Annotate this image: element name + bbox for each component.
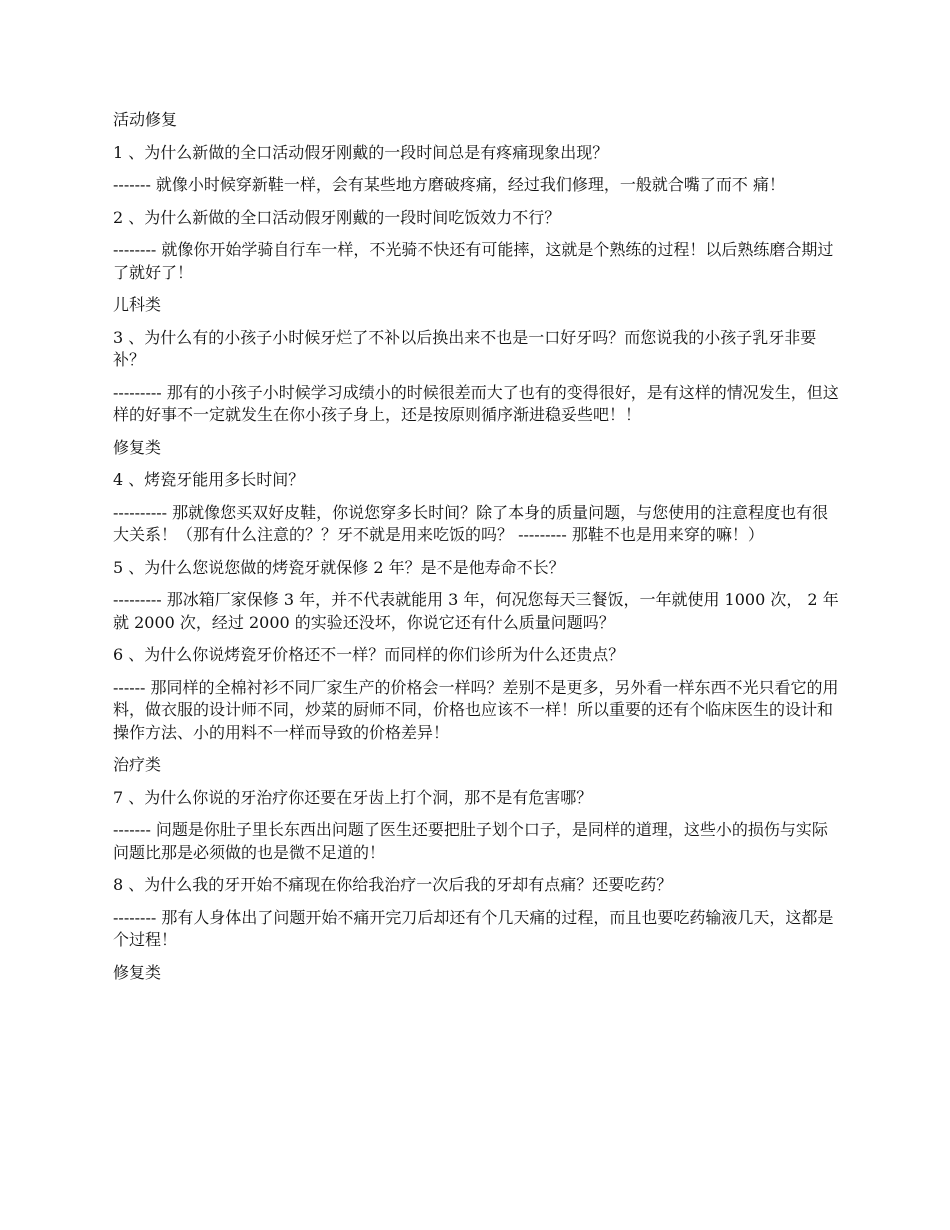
answer-paragraph: ------- 就像小时候穿新鞋一样，会有某些地方磨破疼痛，经过我们修理，一般就合嘴了而不 痛！ xyxy=(113,175,786,194)
answer-paragraph: ---------- 那就像您买双好皮鞋，你说您穿多长时间？除了本身的质量问题，与您使用的注意程度也有很大关系！（那有什么注意的？？牙不就是用来吃饭的吗？ --------- 那鞋不也是用来穿的嘛！） xyxy=(113,502,829,544)
question-paragraph: 1 、为什么新做的全口活动假牙刚戴的一段时间总是有疼痛现象出现？ xyxy=(113,142,609,162)
question-paragraph: 7 、为什么你说的牙治疗你还要在牙齿上打个洞，那不是有危害哪？ xyxy=(113,787,593,807)
section-heading: 治疗类 xyxy=(113,755,162,774)
section-heading: 修复类 xyxy=(113,437,162,457)
answer-paragraph: -------- 就像你开始学骑自行车一样，不光骑不快还有可能摔，这就是个熟练的过程！以后熟练磨合期过了就好了！ xyxy=(113,240,834,282)
question-paragraph: 2 、为什么新做的全口活动假牙刚戴的一段时间吃饭效力不行？ xyxy=(113,207,561,227)
question-paragraph: 3 、为什么有的小孩子小时候牙烂了不补以后换出来不也是一口好牙吗？而您说我的小孩子乳牙非要补？ xyxy=(113,327,817,369)
answer-paragraph: ------- 问题是你肚子里长东西出问题了医生还要把肚子划个口子，是同样的道理，这些小的损伤与实际问题比那是必须做的也是微不足道的！ xyxy=(113,820,828,862)
document-body xyxy=(113,109,840,994)
section-heading: 活动修复 xyxy=(113,110,178,129)
question-paragraph: 6 、为什么你说烤瓷牙价格还不一样？而同样的你们诊所为什么还贵点？ xyxy=(113,645,625,664)
answer-paragraph: --------- 那有的小孩子小时候学习成绩小的时候很差而大了也有的变得很好，是有这样的情况发生，但这样的好事不一定就发生在你小孩子身上，还是按原则循序渐进稳妥些吧！！ xyxy=(113,382,839,424)
question-paragraph: 5 、为什么您说您做的烤瓷牙就保修 2 年？是不是他寿命不长？ xyxy=(113,557,565,577)
section-heading: 修复类 xyxy=(113,962,162,982)
section-heading: 儿科类 xyxy=(113,295,162,314)
question-paragraph: 4 、烤瓷牙能用多长时间？ xyxy=(113,470,305,489)
question-paragraph: 8 、为什么我的牙开始不痛现在你给我治疗一次后我的牙却有点痛？还要吃药？ xyxy=(113,875,673,894)
answer-paragraph: --------- 那冰箱厂家保修 3 年，并不代表就能用 3 年，何况您每天三餐饭，一年就使用 1000 次， 2 年就 2000 次，经过 2000 的实验还没坏，你说它还有什么质量问题吗？ xyxy=(113,590,839,632)
answer-paragraph: ------ 那同样的全棉衬衫不同厂家生产的价格会一样吗？差别不是更多，另外看一样东西不光只看它的用料，做衣服的设计师不同，炒菜的厨师不同，价格也应该不一样！所以重要的还有个临床医生的设计和操作方法、小的用料不一样而导致的价格差异！ xyxy=(113,677,839,742)
answer-paragraph: -------- 那有人身体出了问题开始不痛开完刀后却还有个几天痛的过程，而且也要吃药输液几天，这都是个过程！ xyxy=(113,907,834,949)
